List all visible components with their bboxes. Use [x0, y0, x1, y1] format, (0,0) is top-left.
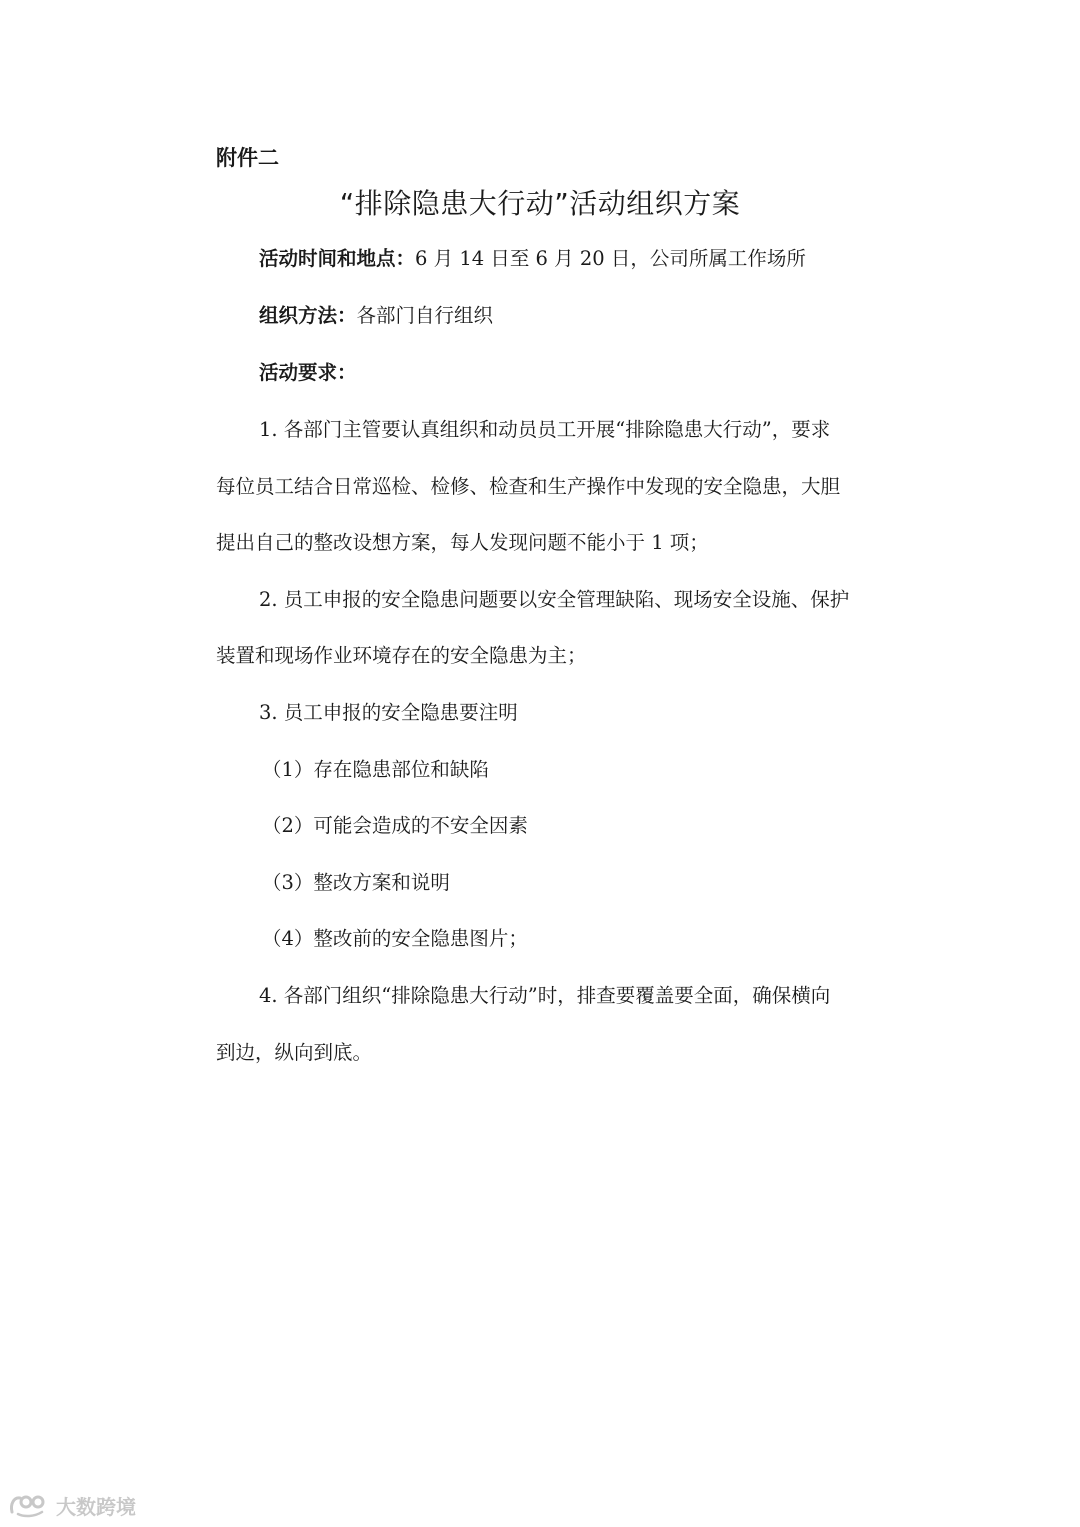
- attachment-label: 附件二: [216, 146, 279, 170]
- watermark-text: 大数跨境: [56, 1494, 136, 1519]
- item3-line1: 3. 员工申报的安全隐患要注明: [259, 701, 518, 724]
- item1-line1: 1. 各部门主管要认真组织和动员员工开展“排除隐患大行动”，要求: [259, 418, 831, 441]
- method-line: [259, 302, 493, 330]
- item1-line2: 每位员工结合日常巡检、检修、检查和生产操作中发现的安全隐患，大胆: [216, 475, 841, 498]
- item4-line1: 4. 各部门组织“排除隐患大行动”时，排查要覆盖要全面，确保横向: [259, 984, 831, 1007]
- time-place-line: [259, 245, 806, 273]
- item1-line3: 提出自己的整改设想方案，每人发现问题不能小于 1 项；: [216, 531, 709, 554]
- watermark: [8, 1490, 136, 1520]
- item3-sub1: （1）存在隐患部位和缺陷: [262, 758, 489, 781]
- method-label: 组织方法：: [259, 304, 357, 327]
- watermark-logo-icon: [8, 1492, 50, 1518]
- item3-sub4: （4）整改前的安全隐患图片；: [262, 927, 528, 950]
- item2-line1: 2. 员工申报的安全隐患问题要以安全管理缺陷、现场安全设施、保护: [259, 588, 850, 611]
- time-place-label: 活动时间和地点：: [259, 247, 416, 270]
- item3-sub2: （2）可能会造成的不安全因素: [262, 814, 528, 837]
- time-place-value: 6 月 14 日至 6 月 20 日，公司所属工作场所: [415, 247, 806, 270]
- item2-line2: 装置和现场作业环境存在的安全隐患为主；: [216, 644, 587, 667]
- method-value: 各部门自行组织: [356, 304, 494, 327]
- document-title: “排除隐患大行动”活动组织方案: [339, 187, 741, 220]
- item3-sub3: （3）整改方案和说明: [262, 871, 450, 894]
- requirements-label: 活动要求：: [259, 361, 357, 384]
- item4-line2: 到边，纵向到底。: [216, 1041, 373, 1064]
